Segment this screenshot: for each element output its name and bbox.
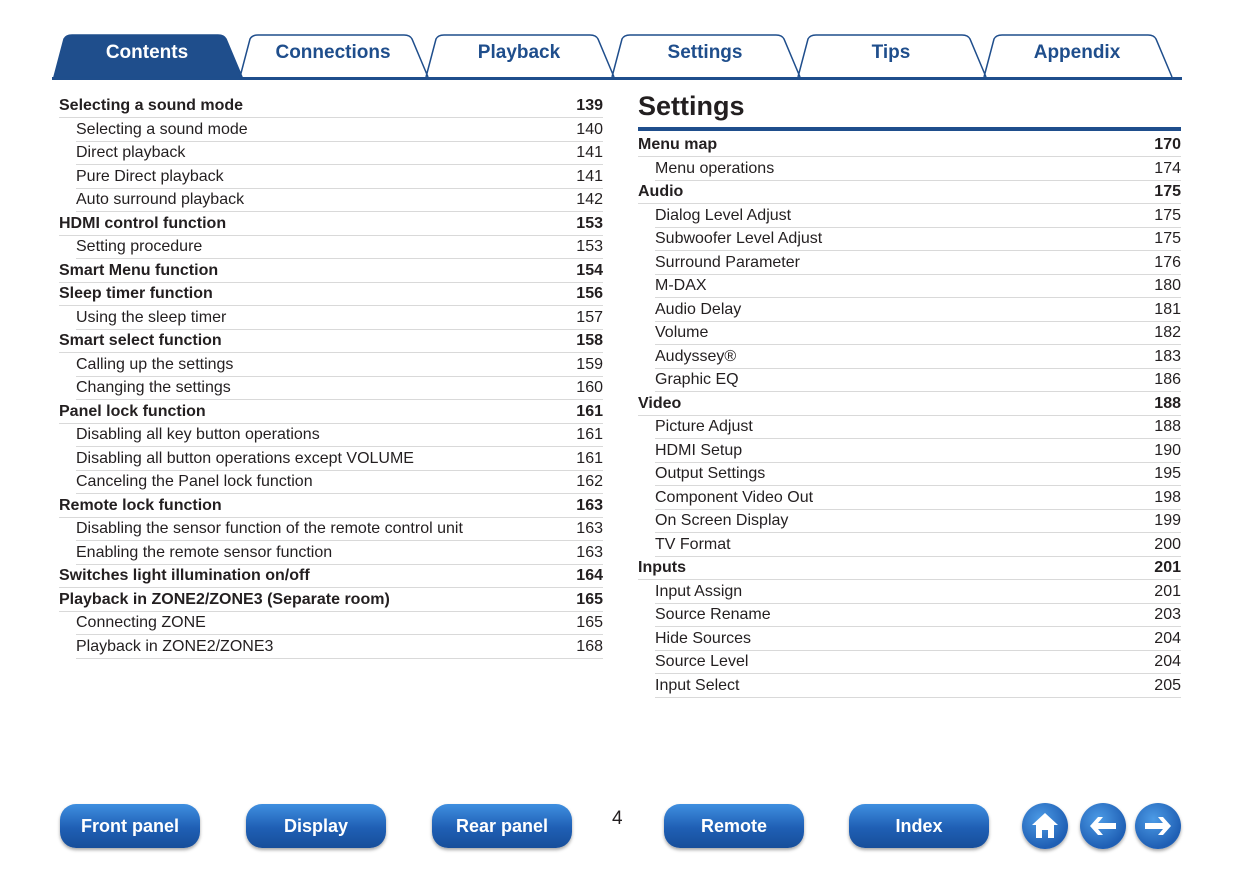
toc-label: Menu map (638, 136, 718, 153)
toc-page-number: 163 (576, 520, 603, 537)
toc-label: Playback in ZONE2/ZONE3 (76, 637, 274, 655)
toc-heading-row[interactable] (59, 401, 603, 424)
toc-entry-row[interactable] (655, 651, 1181, 674)
toc-entry-row[interactable] (655, 346, 1181, 369)
toc-entry-row[interactable] (76, 636, 603, 659)
toc-page-number: 158 (576, 332, 603, 349)
toc-label: Dialog Level Adjust (655, 206, 792, 224)
toc-label: Panel lock function (59, 402, 206, 420)
home-icon (1022, 803, 1068, 849)
toc-entry-row[interactable] (655, 581, 1181, 604)
toc-page-number: 153 (576, 238, 603, 255)
toc-page-number: 175 (1154, 206, 1181, 224)
toc-heading-row[interactable] (59, 283, 603, 306)
toc-page-number: 161 (576, 426, 603, 443)
tab-bar (52, 33, 1182, 81)
toc-page-number: 157 (576, 308, 603, 326)
toc-page-number: 174 (1154, 159, 1181, 177)
forward-button[interactable] (1135, 803, 1181, 849)
toc-page-number: 182 (1154, 324, 1181, 341)
tab-appendix[interactable]: Appendix (1033, 42, 1121, 63)
index-button[interactable]: Index (849, 804, 989, 848)
toc-entry-row[interactable] (655, 510, 1181, 533)
front-panel-button[interactable]: Front panel (60, 804, 200, 848)
toc-page-number: 188 (1154, 418, 1181, 435)
toc-page-number: 153 (576, 214, 603, 232)
toc-label: Source Level (655, 653, 749, 670)
toc-page-number: 139 (576, 97, 603, 114)
rear-panel-button[interactable]: Rear panel (432, 804, 572, 848)
toc-label: Selecting a sound mode (76, 120, 248, 138)
tab-settings[interactable]: Settings (667, 42, 743, 63)
toc-page-number: 204 (1154, 653, 1181, 670)
toc-heading-row[interactable] (59, 213, 603, 236)
toc-entry-row[interactable] (655, 322, 1181, 345)
toc-label: Direct playback (76, 144, 186, 161)
toc-page-number: 176 (1154, 253, 1181, 271)
toc-page-number: 164 (576, 567, 603, 584)
page-number: 4 (612, 808, 623, 829)
toc-label: Pure Direct playback (76, 167, 224, 185)
tab-tips[interactable]: Tips (871, 42, 911, 63)
toc-label: Disabling all key button operations (76, 426, 320, 443)
remote-button[interactable]: Remote (664, 804, 804, 848)
tab-playback[interactable]: Playback (477, 42, 561, 63)
toc-label: Audio (638, 183, 684, 200)
toc-page-number: 201 (1154, 559, 1181, 576)
back-button[interactable] (1080, 803, 1126, 849)
toc-entry-row[interactable] (655, 416, 1181, 439)
toc-page-number: 140 (576, 120, 603, 138)
toc-page-number: 181 (1154, 300, 1181, 318)
toc-label: Audio Delay (655, 300, 742, 318)
toc-label: Surround Parameter (655, 253, 800, 271)
toc-label: Smart Menu function (59, 261, 219, 279)
toc-page-number: 183 (1154, 347, 1181, 365)
toc-label: Switches light illumination on/off (59, 567, 310, 584)
tab-connections[interactable]: Connections (275, 42, 391, 63)
toc-label: Using the sleep timer (76, 308, 227, 326)
toc-page-number: 199 (1154, 512, 1181, 529)
toc-heading-row[interactable] (59, 95, 603, 118)
toc-page-number: 154 (576, 261, 603, 279)
toc-page-number: 142 (576, 191, 603, 208)
toc-label: Changing the settings (76, 379, 231, 396)
toc-entry-row[interactable] (655, 628, 1181, 651)
toc-heading-row[interactable] (59, 260, 603, 283)
toc-entry-row[interactable] (655, 228, 1181, 251)
toc-page-number: 175 (1154, 183, 1181, 200)
toc-label: Setting procedure (76, 238, 203, 255)
home-button[interactable] (1022, 803, 1068, 849)
toc-entry-row[interactable] (655, 604, 1181, 627)
toc-page-number: 161 (576, 402, 603, 420)
toc-entry-row[interactable] (76, 612, 603, 635)
toc-page-number: 156 (576, 285, 603, 302)
toc-label: Sleep timer function (59, 285, 213, 302)
toc-label: Hide Sources (655, 629, 752, 647)
toc-entry-row[interactable] (76, 142, 603, 165)
section-title-rule (638, 127, 1181, 131)
tab-contents[interactable]: Contents (105, 42, 189, 63)
toc-entry-row[interactable] (76, 354, 603, 377)
toc-label: Menu operations (655, 159, 775, 177)
toc-entry-row[interactable] (76, 542, 603, 565)
toc-entry-row[interactable] (76, 189, 603, 212)
toc-label: On Screen Display (655, 512, 789, 529)
toc-heading-row[interactable] (59, 330, 603, 353)
toc-entry-row[interactable] (655, 534, 1181, 557)
toc-entry-row[interactable] (655, 299, 1181, 322)
toc-label: Remote lock function (59, 496, 222, 514)
toc-heading-row[interactable] (638, 181, 1181, 204)
toc-entry-row[interactable] (655, 369, 1181, 392)
toc-label: Volume (655, 324, 709, 341)
toc-page-number: 165 (576, 590, 603, 608)
toc-label: Disabling all button operations except VOLUME (76, 449, 414, 467)
toc-label: HDMI control function (59, 214, 227, 232)
toc-heading-row[interactable] (59, 565, 603, 588)
toc-entry-row[interactable] (655, 440, 1181, 463)
toc-label: Graphic EQ (655, 371, 739, 388)
toc-heading-row[interactable] (59, 589, 603, 612)
toc-label: Output Settings (655, 465, 766, 482)
forward-arrow-icon (1135, 803, 1181, 849)
toc-page-number: 203 (1154, 606, 1181, 623)
toc-page-number: 186 (1154, 371, 1181, 388)
toc-label: Calling up the settings (76, 355, 234, 373)
toc-entry-row[interactable] (655, 158, 1181, 181)
toc-page-number: 204 (1154, 629, 1181, 647)
toc-entry-row[interactable] (655, 675, 1181, 698)
toc-label: M-DAX (655, 277, 707, 294)
toc-label: Audyssey® (655, 347, 737, 365)
toc-page-number: 198 (1154, 488, 1181, 506)
toc-page-number: 161 (576, 449, 603, 467)
toc-page-number: 159 (576, 355, 603, 373)
toc-heading-row[interactable] (638, 393, 1181, 416)
toc-label: Canceling the Panel lock function (76, 473, 313, 490)
section-title-settings: Settings (638, 91, 745, 121)
toc-label: Selecting a sound mode (59, 97, 244, 114)
toc-entry-row[interactable] (655, 487, 1181, 510)
toc-label: Video (638, 394, 682, 412)
toc-heading-row[interactable] (59, 495, 603, 518)
toc-label: Enabling the remote sensor function (76, 543, 333, 561)
toc-entry-row[interactable] (76, 236, 603, 259)
toc-entry-row[interactable] (655, 275, 1181, 298)
toc-label: Source Rename (655, 606, 771, 623)
toc-page-number: 163 (576, 496, 603, 514)
toc-page-number: 200 (1154, 535, 1181, 553)
toc-page-number: 201 (1154, 582, 1181, 600)
toc-page-number: 162 (576, 473, 603, 490)
toc-label: Picture Adjust (655, 418, 753, 435)
toc-label: Playback in ZONE2/ZONE3 (Separate room) (59, 590, 390, 608)
display-button[interactable]: Display (246, 804, 386, 848)
toc-label: TV Format (655, 535, 731, 553)
toc-entry-row[interactable] (76, 166, 603, 189)
toc-page-number: 195 (1154, 465, 1181, 482)
toc-heading-row[interactable] (638, 134, 1181, 157)
toc-page-number: 141 (576, 167, 603, 185)
toc-label: Component Video Out (655, 488, 814, 506)
toc-entry-row[interactable] (76, 307, 603, 330)
toc-page-number: 168 (576, 637, 603, 655)
toc-entry-row[interactable] (655, 252, 1181, 275)
toc-page-number: 163 (576, 543, 603, 561)
toc-entry-row[interactable] (76, 471, 603, 494)
toc-label: HDMI Setup (655, 441, 743, 459)
toc-entry-row[interactable] (76, 377, 603, 400)
toc-label: Input Assign (655, 582, 743, 600)
toc-label: Auto surround playback (76, 191, 245, 208)
toc-label: Input Select (655, 676, 740, 694)
toc-label: Connecting ZONE (76, 614, 206, 631)
toc-page-number: 165 (576, 614, 603, 631)
toc-entry-row[interactable] (76, 119, 603, 142)
toc-page-number: 180 (1154, 277, 1181, 294)
toc-label: Disabling the sensor function of the remote control unit (76, 520, 463, 537)
toc-entry-row[interactable] (655, 205, 1181, 228)
toc-label: Subwoofer Level Adjust (655, 230, 823, 247)
toc-page-number: 190 (1154, 441, 1181, 459)
toc-entry-row[interactable] (655, 463, 1181, 486)
toc-label: Smart select function (59, 332, 222, 349)
toc-label: Inputs (638, 559, 686, 576)
toc-page-number: 205 (1154, 676, 1181, 694)
toc-entry-row[interactable] (76, 424, 603, 447)
back-arrow-icon (1080, 803, 1126, 849)
toc-entry-row[interactable] (76, 518, 603, 541)
toc-page-number: 141 (576, 144, 603, 161)
toc-heading-row[interactable] (638, 557, 1181, 580)
toc-page-number: 188 (1154, 394, 1181, 412)
toc-entry-row[interactable] (76, 448, 603, 471)
toc-page-number: 170 (1154, 136, 1181, 153)
toc-page-number: 175 (1154, 230, 1181, 247)
toc-page-number: 160 (576, 379, 603, 396)
